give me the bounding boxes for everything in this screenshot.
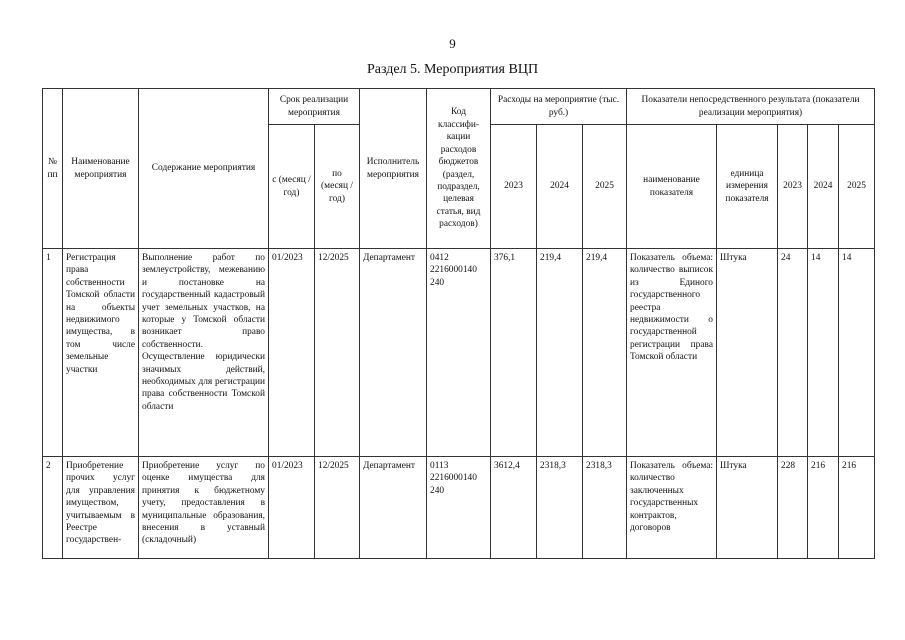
measures-table bbox=[42, 88, 875, 559]
row-exp-2025: 2318,3 bbox=[583, 457, 627, 559]
header-name: Наименование мероприятия bbox=[63, 89, 139, 249]
row-ind-2025: 216 bbox=[839, 457, 875, 559]
row-exp-2023: 3612,4 bbox=[491, 457, 537, 559]
row-executor: Департамент bbox=[360, 457, 427, 559]
row-to: 12/2025 bbox=[315, 457, 360, 559]
row-exp-2023: 376,1 bbox=[491, 249, 537, 457]
header-ind-2025: 2025 bbox=[839, 125, 875, 249]
row-code: 0113 2216000140 240 bbox=[427, 457, 491, 559]
row-name: Регистрация права собственности Томской области на объекты недвижимого имущества, в том числе земельные участки bbox=[63, 249, 139, 457]
row-indicator: Показатель объема: количество выписок из Единого государственного реестра недвижимости о государственной регистрации права Томской области bbox=[627, 249, 717, 457]
header-content: Содержание мероприятия bbox=[139, 89, 269, 249]
row-from: 01/2023 bbox=[269, 249, 315, 457]
row-num: 2 bbox=[43, 457, 63, 559]
row-num: 1 bbox=[43, 249, 63, 457]
header-exp-2024: 2024 bbox=[537, 125, 583, 249]
row-unit: Штука bbox=[717, 457, 778, 559]
table-row bbox=[43, 249, 875, 457]
row-executor: Департамент bbox=[360, 249, 427, 457]
header-num: № пп bbox=[43, 89, 63, 249]
header-executor: Исполнитель мероприятия bbox=[360, 89, 427, 249]
row-code: 0412 2216000140 240 bbox=[427, 249, 491, 457]
header-exp-2023: 2023 bbox=[491, 125, 537, 249]
row-ind-2023: 24 bbox=[778, 249, 808, 457]
row-ind-2024: 14 bbox=[808, 249, 839, 457]
page-number: 9 bbox=[449, 36, 456, 51]
header-indicators: Показатели непосредственного результата (показатели реализации мероприятия) bbox=[627, 89, 875, 125]
row-ind-2025: 14 bbox=[839, 249, 875, 457]
header-term: Срок реализации мероприятия bbox=[269, 89, 360, 125]
table-row bbox=[43, 457, 875, 559]
row-ind-2023: 228 bbox=[778, 457, 808, 559]
row-content bbox=[139, 457, 269, 559]
row-to: 12/2025 bbox=[315, 249, 360, 457]
row-exp-2024: 2318,3 bbox=[537, 457, 583, 559]
row-name bbox=[63, 457, 139, 559]
row-exp-2024: 219,4 bbox=[537, 249, 583, 457]
header-code: Код классифи-кации расходов бюджетов (раздел, подраздел, целевая статья, вид расходов) bbox=[427, 89, 491, 249]
row-content-text: Приобретение услуг по оценке имущества для принятия к бюджетному учету, предоставления в муниципальные образования, внесения в уставный (складочный) bbox=[142, 461, 265, 546]
row-unit: Штука bbox=[717, 249, 778, 457]
header-expenses: Расходы на мероприятие (тыс. руб.) bbox=[491, 89, 627, 125]
header-exp-2025: 2025 bbox=[583, 125, 627, 249]
row-name-text: Приобретение прочих услуг для управления имуществом, учитываемым в Реестре государствен- bbox=[66, 461, 135, 546]
row-content: Выполнение работ по землеустройству, межеванию и постановке на государственный кадастровый учет земельных участков, на которые у Томской области возникает право собственности. Осуществление юридически значимых действий, необходимых для регистрации права собственности Томской области bbox=[139, 249, 269, 457]
header-term-to: по (месяц / год) bbox=[315, 125, 360, 249]
row-from: 01/2023 bbox=[269, 457, 315, 559]
row-indicator bbox=[627, 457, 717, 559]
header-term-from: с (месяц / год) bbox=[269, 125, 315, 249]
row-indicator-text: Показатель объема: количество заключенных государственных контрактов, договоров bbox=[630, 461, 713, 534]
header-indicator-unit: единица измерения показателя bbox=[717, 125, 778, 249]
section-title: Раздел 5. Мероприятия ВЦП bbox=[366, 62, 539, 77]
header-ind-2023: 2023 bbox=[778, 125, 808, 249]
row-exp-2025: 219,4 bbox=[583, 249, 627, 457]
row-ind-2024: 216 bbox=[808, 457, 839, 559]
header-ind-2024: 2024 bbox=[808, 125, 839, 249]
header-indicator-name: наименование показателя bbox=[627, 125, 717, 249]
